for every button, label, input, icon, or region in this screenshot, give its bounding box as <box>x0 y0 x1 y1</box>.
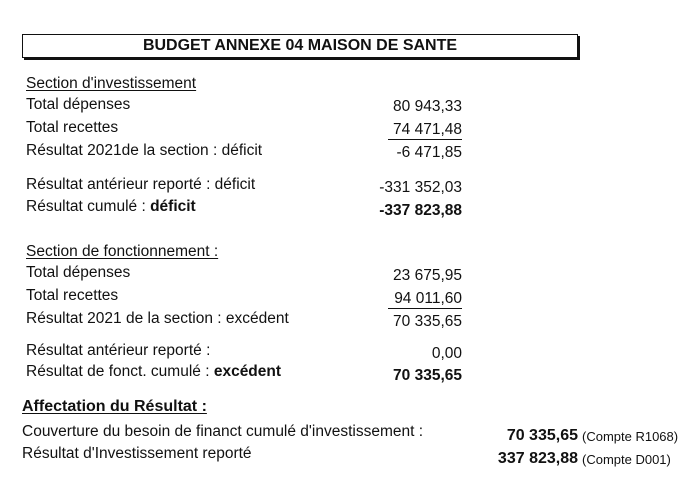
report-value: 337 823,88 <box>497 450 578 467</box>
fonc-anterieur-label: Résultat antérieur reporté : <box>26 342 211 359</box>
inv-subtotal-rule <box>388 139 462 140</box>
report-compte: (Compte D001) <box>582 452 671 467</box>
fonc-total-depenses-label: Total dépenses <box>26 264 131 281</box>
couverture-label: Couverture du besoin de financt cumulé d'investissement : <box>22 423 424 440</box>
document-title: BUDGET ANNEXE 04 MAISON DE SANTE <box>22 34 578 58</box>
couverture-value: 70 335,65 <box>506 427 578 444</box>
fonc-anterieur-value: 0,00 <box>431 345 462 362</box>
report-label: Résultat d'Investissement reporté <box>22 445 252 462</box>
inv-total-depenses-value: 80 943,33 <box>393 98 462 115</box>
inv-anterieur-label: Résultat antérieur reporté : déficit <box>26 176 256 193</box>
couverture-compte: (Compte R1068) <box>582 429 679 444</box>
inv-cumule-status: déficit <box>150 198 196 215</box>
inv-resultat-label: Résultat 2021de la section : déficit <box>26 142 263 159</box>
fonc-cumule-label: Résultat de fonct. cumulé : excédent <box>26 363 282 380</box>
fonc-resultat-label: Résultat 2021 de la section : excédent <box>26 310 289 327</box>
inv-resultat-value: -6 471,85 <box>396 144 462 161</box>
inv-cumule-label: Résultat cumulé : déficit <box>26 198 196 215</box>
fonc-total-recettes-label: Total recettes <box>26 287 119 304</box>
inv-total-recettes-label: Total recettes <box>26 119 119 136</box>
fonc-cumule-status: excédent <box>213 363 282 380</box>
fonc-cumule-value: 70 335,65 <box>393 367 462 384</box>
fonc-subtotal-rule <box>388 308 462 309</box>
affectation-heading: Affectation du Résultat : <box>22 398 207 415</box>
inv-total-depenses-label: Total dépenses <box>26 96 131 113</box>
fonc-total-depenses-value: 23 675,95 <box>393 267 462 284</box>
inv-anterieur-value: -331 352,03 <box>379 179 462 196</box>
fonc-resultat-value: 70 335,65 <box>393 313 462 330</box>
inv-total-recettes-value: 74 471,48 <box>393 121 462 138</box>
inv-cumule-value: -337 823,88 <box>379 202 462 219</box>
fonc-total-recettes-value: 94 011,60 <box>394 290 462 307</box>
section-investissement-heading: Section d'investissement <box>26 75 197 92</box>
section-fonctionnement-heading: Section de fonctionnement : <box>26 243 219 260</box>
